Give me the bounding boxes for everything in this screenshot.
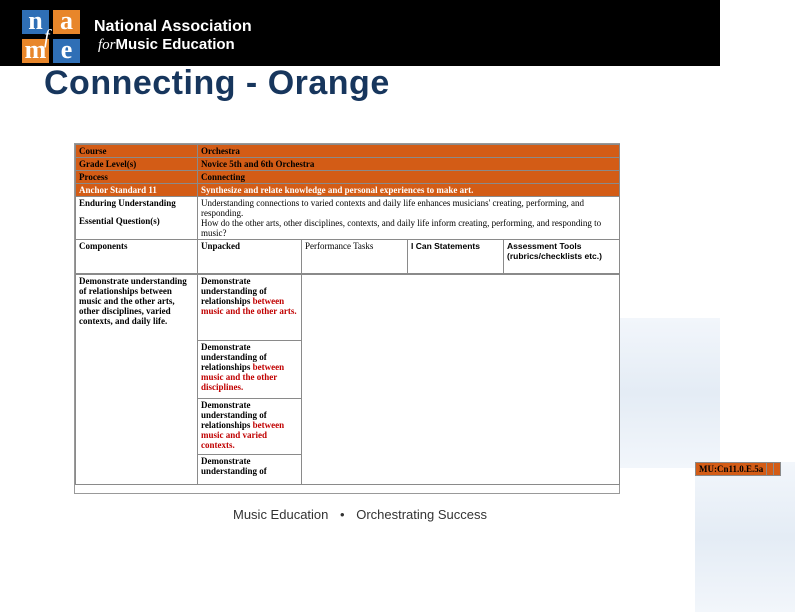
unpacked-text: Demonstrate understanding of relationships	[201, 276, 267, 306]
col-performance: Performance Tasks	[302, 240, 408, 274]
header-bar	[0, 0, 720, 66]
essential-label-text: Essential Question(s)	[79, 216, 160, 226]
unpacked-highlight: between music and varied contexts.	[201, 420, 285, 450]
meta-value: Orchestra	[198, 145, 620, 158]
unpacked-highlight: between music and the other arts.	[201, 296, 297, 316]
logo-tile: a	[53, 10, 80, 34]
org-line-1: National Association	[94, 18, 252, 35]
decorative-band	[620, 318, 720, 468]
unpacked-cell	[198, 341, 302, 399]
meta-value: Connecting	[198, 171, 620, 184]
table-row	[76, 145, 620, 158]
standard-row	[695, 462, 795, 612]
name-logo	[22, 6, 84, 66]
table-row	[76, 184, 620, 197]
col-assessment: Assessment Tools (rubrics/checklists etc.)	[504, 240, 620, 274]
logo-tile: m	[22, 39, 49, 63]
table-row	[76, 197, 620, 240]
unpacked-cell	[198, 455, 302, 485]
organization-name	[94, 18, 252, 54]
table-row	[76, 275, 620, 341]
unpacked-text: Demonstrate understanding of relationships	[201, 400, 267, 430]
col-unpacked: Unpacked	[198, 240, 302, 274]
org-for: for	[98, 37, 116, 53]
footer	[0, 507, 720, 522]
logo-tile: e	[53, 39, 80, 63]
unpacked-highlight: between music and the other disciplines.	[201, 362, 285, 392]
curriculum-document	[74, 143, 764, 494]
enduring-value	[198, 197, 620, 240]
meta-value: Synthesize and relate knowledge and personal experiences to make art.	[198, 184, 620, 197]
unpacked-text: Demonstrate understanding of relationships	[201, 342, 267, 372]
col-components: Components	[76, 240, 198, 274]
footer-right: Orchestrating Success	[356, 507, 487, 522]
unpacked-text: Demonstrate understanding of	[201, 456, 267, 476]
meta-label: Grade Level(s)	[76, 158, 198, 171]
org-line-2	[94, 36, 252, 54]
enduring-value-text: Understanding connections to varied contexts and daily life enhances musicians' creating, performing, and responding.	[201, 198, 585, 218]
enduring-label	[76, 197, 198, 240]
column-header-row	[76, 240, 620, 274]
curriculum-table	[75, 144, 764, 485]
component-text: Demonstrate understanding of relationships between music and the other arts, other disciplines, varied contexts, and daily life.	[76, 275, 198, 485]
logo-script-f: f	[44, 26, 50, 48]
essential-value-text: How do the other arts, other disciplines, contexts, and daily life inform creating, performing, and responding to music?	[201, 218, 602, 238]
col-ican: I Can Statements	[408, 240, 504, 274]
unpacked-cell	[198, 275, 302, 341]
logo-tile: n	[22, 10, 49, 34]
footer-left: Music Education	[233, 507, 329, 522]
org-line-2-text: Music Education	[115, 36, 235, 53]
meta-label: Anchor Standard 11	[76, 184, 198, 197]
standard-blank	[767, 463, 774, 476]
table-row	[76, 158, 620, 171]
meta-label: Process	[76, 171, 198, 184]
unpacked-cell	[198, 399, 302, 455]
table-row	[76, 171, 620, 184]
slide-title: Connecting - Orange	[44, 64, 390, 102]
standard-blank	[774, 463, 781, 476]
enduring-label-text: Enduring Understanding	[79, 198, 176, 208]
empty-cell	[302, 275, 620, 485]
footer-separator: •	[340, 507, 345, 522]
meta-label: Course	[76, 145, 198, 158]
meta-value: Novice 5th and 6th Orchestra	[198, 158, 620, 171]
standard-code: MU:Cn11.0.E.5a	[696, 463, 767, 476]
